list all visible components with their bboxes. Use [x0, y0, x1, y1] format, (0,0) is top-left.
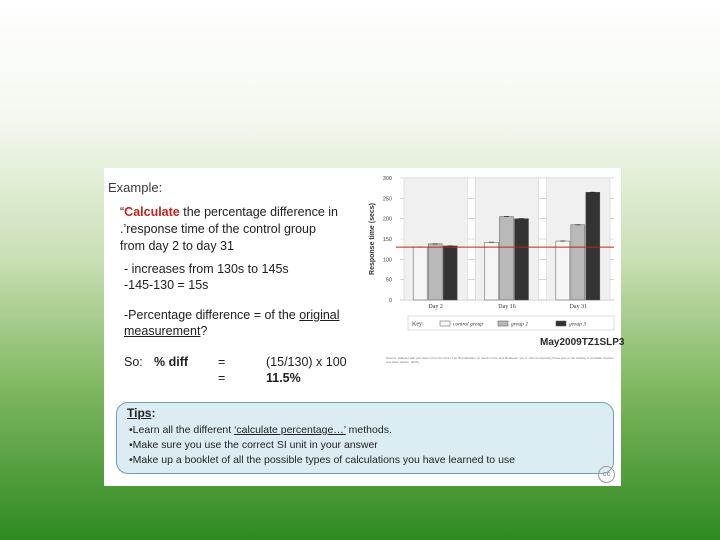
- x-tick-label: Day 31: [569, 304, 588, 310]
- y-tick-label: 50: [385, 277, 392, 284]
- y-tick-label: 100: [382, 257, 392, 264]
- question-line-2: .’response time of the control group: [120, 222, 316, 236]
- step-difference: -145-130 = 15s: [124, 278, 209, 292]
- question-line-3: from day 2 to day 31: [120, 239, 234, 253]
- so-label: So:: [124, 355, 143, 369]
- y-axis-label: Response time (secs): [369, 203, 376, 275]
- tip-2: •Make sure you use the correct SI unit in your answer: [129, 439, 378, 451]
- y-tick-label: 0: [388, 298, 392, 304]
- bar: [586, 192, 600, 300]
- y-tick-label: 150: [382, 237, 392, 243]
- step-percentage-line-1: [124, 308, 340, 323]
- tips-title: [127, 406, 155, 420]
- response-time-chart: [366, 172, 621, 342]
- tips-colon: :: [151, 406, 156, 420]
- x-tick-label: Day 16: [498, 304, 516, 310]
- calc-result: 11.5%: [266, 371, 301, 385]
- chart-source-note: [Source: Adapted with permission from the work of an IB publication on reaction time and Melatonin, Vol. 6, Oxford University Press and on the reading of circadian rhythms and sleep pattern, 2006.]: [386, 356, 614, 364]
- bar: [500, 217, 514, 300]
- measurement-word: measurement: [124, 324, 201, 338]
- tip-1: [129, 424, 392, 436]
- bar: [413, 247, 427, 300]
- step-increase: - increases from 130s to 145s: [124, 262, 289, 276]
- original-word: original: [299, 308, 340, 322]
- question-line-1: [120, 205, 338, 220]
- y-tick-label: 200: [382, 216, 392, 223]
- exam-reference: May2009TZ1SLP3: [540, 337, 625, 348]
- creative-commons-icon: cc: [598, 466, 615, 483]
- calculate-keyword: Calculate: [124, 205, 180, 219]
- bar: [485, 242, 499, 300]
- legend-label: group 2: [511, 321, 529, 328]
- y-tick-label: 300: [382, 176, 392, 182]
- equals-sign-1: =: [218, 355, 226, 369]
- quote-mark: “: [120, 205, 125, 219]
- example-heading: Example:: [108, 180, 163, 195]
- y-tick-label: 250: [382, 196, 392, 203]
- bar: [443, 246, 457, 300]
- question-line-1-rest: the percentage difference in: [179, 205, 338, 219]
- x-tick-label: Day 2: [428, 304, 443, 310]
- tip-3: •Make up a booklet of all the possible types of calculations you have learned to use: [129, 454, 515, 466]
- legend-swatch: [556, 321, 566, 326]
- tips-word: Tips: [127, 406, 152, 420]
- tip-1-underlined: ‘calculate percentage…’: [234, 424, 346, 436]
- percent-diff-term: % diff: [154, 355, 189, 369]
- question-mark: ?: [200, 324, 208, 338]
- tips-box: [116, 402, 614, 474]
- legend-swatch: [498, 321, 508, 326]
- legend-label: group 3: [569, 321, 587, 328]
- tip-1-post: methods.: [345, 424, 392, 436]
- percentage-text: -Percentage difference = of the: [124, 308, 300, 322]
- step-percentage-line-2: [124, 324, 207, 339]
- bar: [556, 241, 570, 300]
- equals-sign-2: =: [218, 371, 226, 385]
- bar: [428, 244, 442, 300]
- tip-1-pre: •Learn all the different: [129, 424, 235, 436]
- bar: [571, 225, 585, 300]
- legend-swatch: [440, 321, 450, 326]
- slide-card: [104, 168, 625, 486]
- legend-label: control group: [453, 321, 483, 328]
- legend-key-label: Key:: [412, 321, 424, 328]
- calc-expression: (15/130) x 100: [266, 355, 347, 369]
- bar: [515, 219, 529, 300]
